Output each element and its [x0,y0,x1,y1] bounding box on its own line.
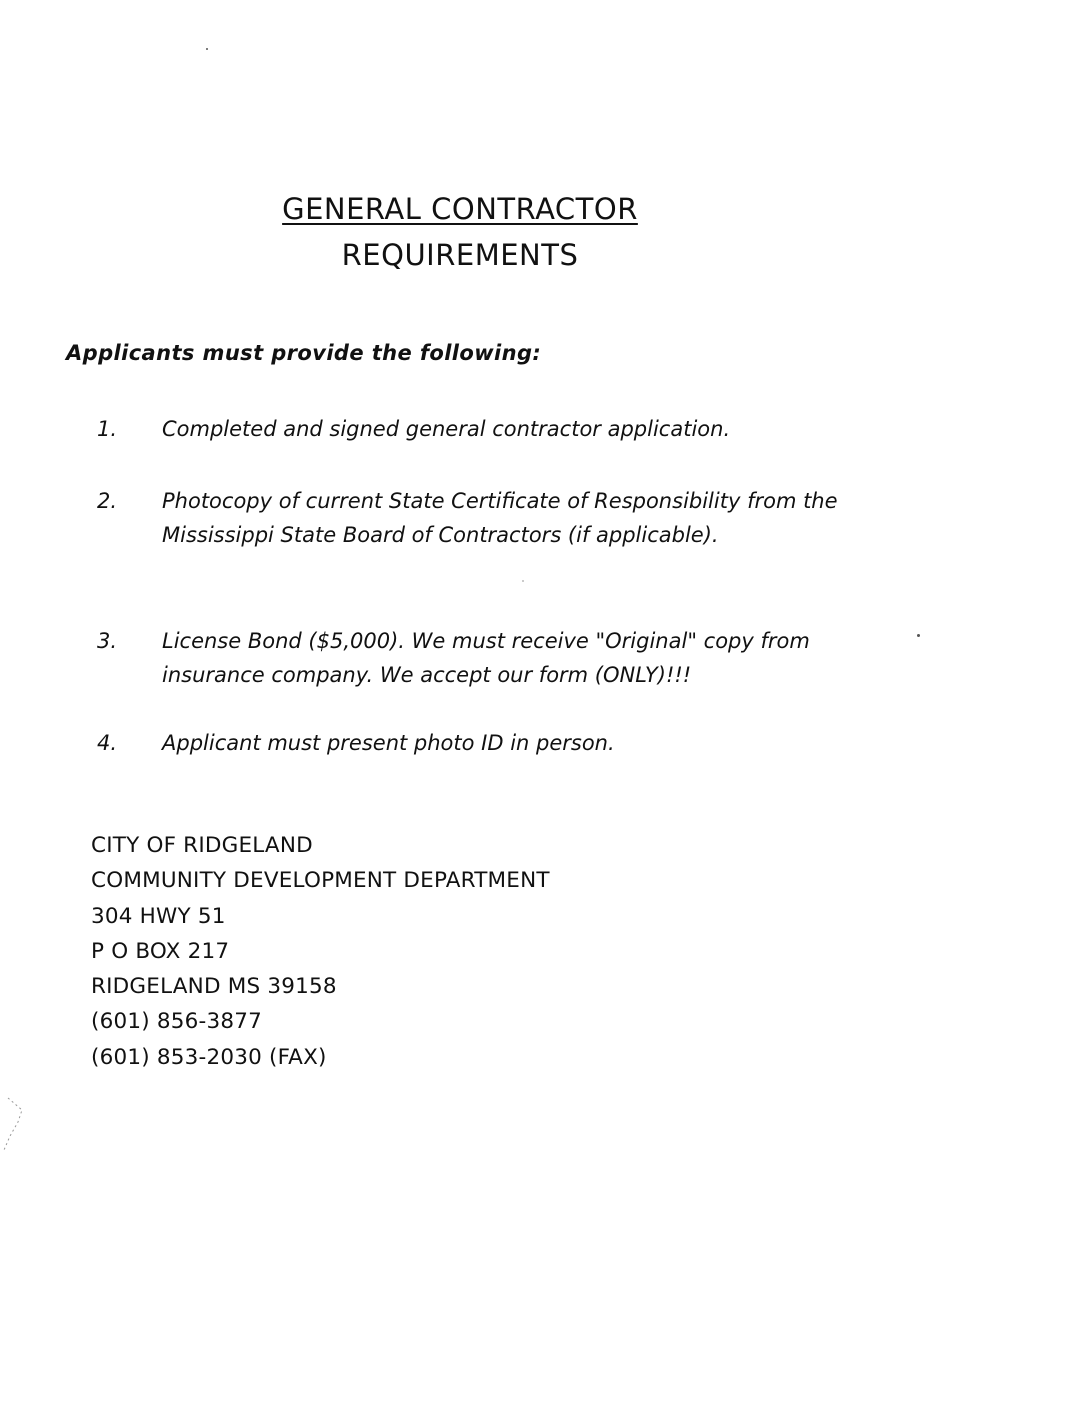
address-street: 304 HWY 51 [91,903,226,929]
scan-speck [917,634,920,637]
title-line-general-contractor: GENERAL CONTRACTOR [282,192,638,226]
requirement-text: Completed and signed general contractor application. [162,417,731,441]
requirement-number: 1. [97,417,118,441]
scan-artifact-mark [0,1092,40,1162]
scan-speck [206,48,208,50]
address-fax: (601) 853-2030 (FAX) [91,1044,327,1070]
contact-address-block [91,828,550,1075]
requirement-number: 2. [97,489,118,513]
requirement-text: Applicant must present photo ID in person. [162,731,615,755]
document-title [0,186,920,278]
title-line-requirements: REQUIREMENTS [341,238,579,272]
intro-text: Applicants must provide the following: [66,341,542,365]
address-city-state-zip: RIDGELAND MS 39158 [91,974,337,1000]
address-phone: (601) 856-3877 [91,1009,262,1035]
scan-speck [522,580,524,582]
address-organization: CITY OF RIDGELAND [91,833,313,858]
requirement-number: 4. [97,731,118,755]
requirement-number: 3. [97,629,118,653]
address-po-box: P O BOX 217 [91,938,230,964]
requirement-text: License Bond ($5,000). We must receive "Original" copy from insurance company. We accept our form (ONLY)!!! [162,629,810,687]
requirement-text: Photocopy of current State Certificate of Responsibility from the Mississippi State Board of Contractors (if applicable). [162,489,838,547]
address-department: COMMUNITY DEVELOPMENT DEPARTMENT [91,868,550,894]
